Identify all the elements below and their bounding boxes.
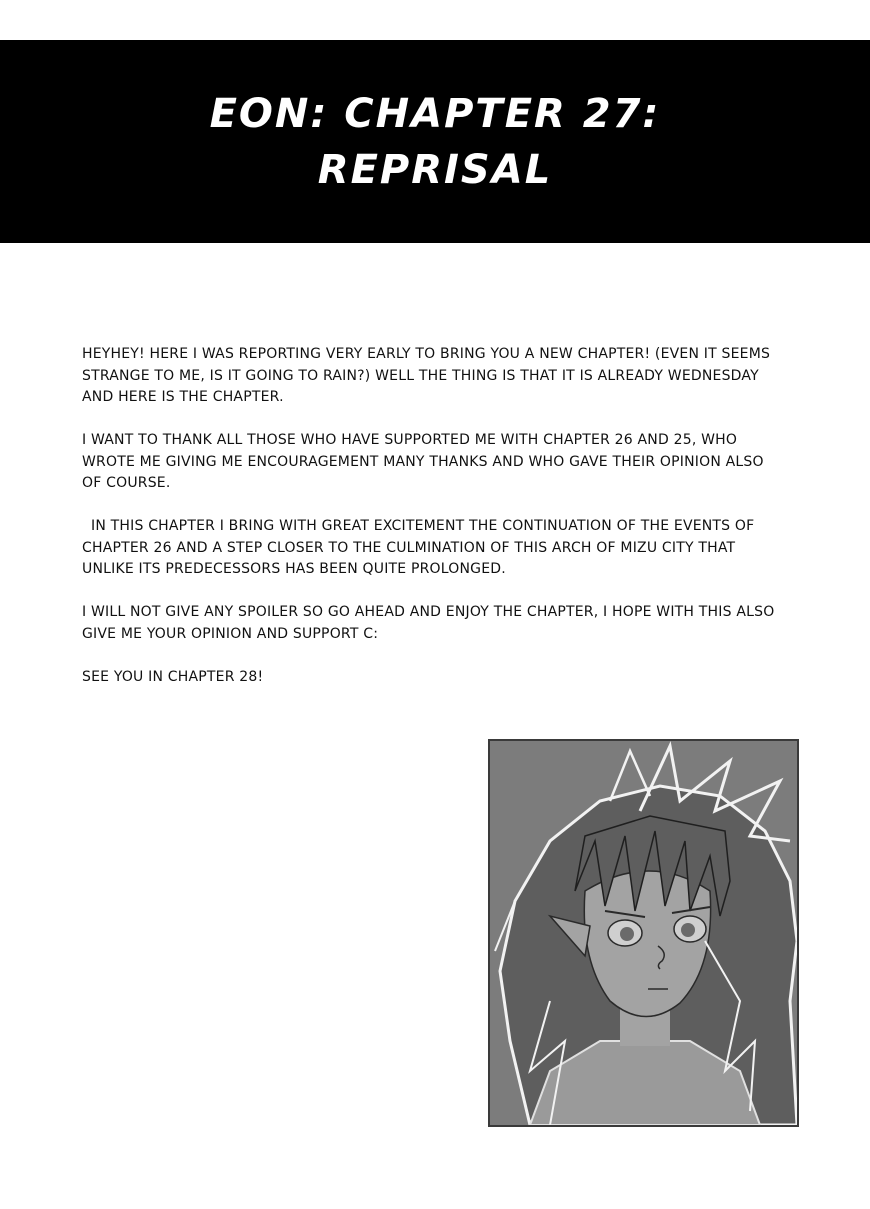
note-paragraph-5: SEE YOU IN CHAPTER 28! bbox=[82, 668, 264, 685]
note-paragraph-3: IN THIS CHAPTER I BRING WITH GREAT EXCITEMENT THE CONTINUATION OF THE EVENTS OF CHAPTER 26 AND A STEP CLOSER TO THE CULMINATION OF THIS ARCH OF MIZU CITY THAT UNLIKE ITS PREDECESSORS HAS BEEN QUITE PROLONGED. bbox=[82, 518, 755, 577]
note-paragraph-2: I WANT TO THANK ALL THOSE WHO HAVE SUPPORTED ME WITH CHAPTER 26 AND 25, WHO WROTE ME GIVING ME ENCOURAGEMENT MANY THANKS AND WHO GAVE THEIR OPINION ALSO OF COURSE. bbox=[82, 432, 764, 491]
title-banner bbox=[0, 40, 870, 243]
portrait-illustration bbox=[490, 741, 797, 1125]
chapter-subtitle: REPRISAL bbox=[317, 146, 553, 193]
note-paragraph-1: HEYHEY! HERE I WAS REPORTING VERY EARLY TO BRING YOU A NEW CHAPTER! (EVEN IT SEEMS STRANGE TO ME, IS IT GOING TO RAIN?) WELL THE THING IS THAT IT IS ALREADY WEDNESDAY AND HERE IS THE CHAPTER. bbox=[82, 346, 771, 405]
chapter-title: EON: CHAPTER 27: bbox=[209, 90, 661, 137]
author-note bbox=[82, 344, 782, 710]
note-paragraph-4: I WILL NOT GIVE ANY SPOILER SO GO AHEAD AND ENJOY THE CHAPTER, I HOPE WITH THIS ALSO GIVE ME YOUR OPINION AND SUPPORT C: bbox=[82, 604, 775, 642]
character-portrait bbox=[488, 739, 799, 1127]
